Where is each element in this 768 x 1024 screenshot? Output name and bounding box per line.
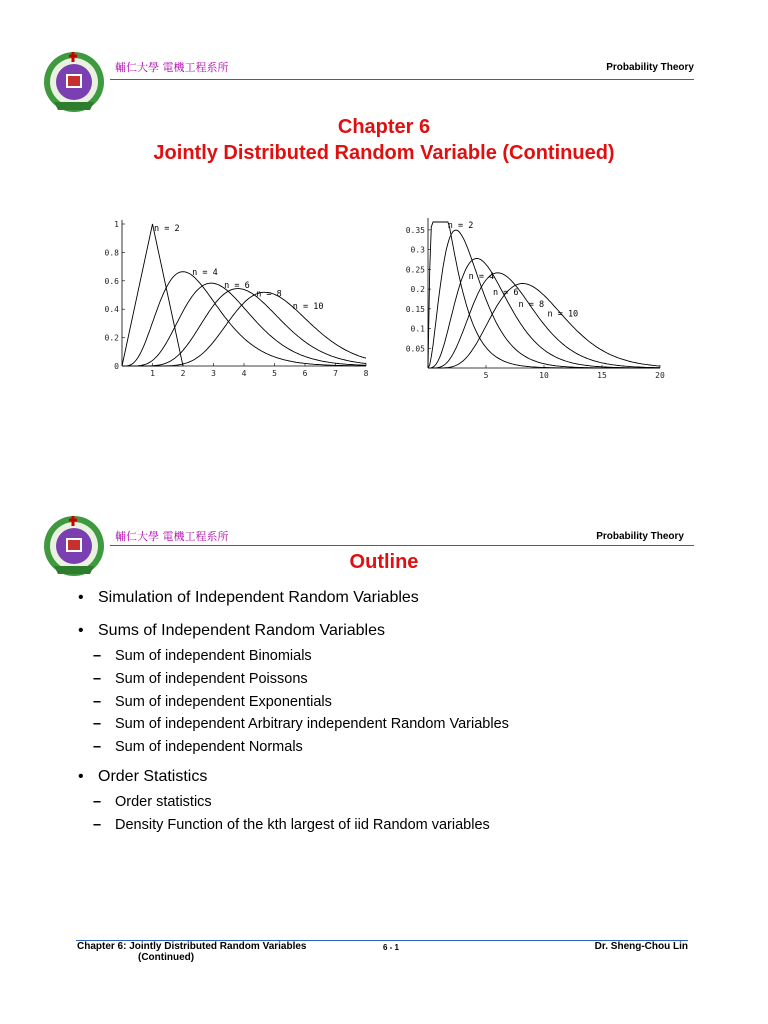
footer-chapter: Chapter 6: Jointly Distributed Random Variables (77, 941, 307, 952)
x-tick-label: 3 (211, 369, 216, 378)
y-tick-label: 0.6 (104, 276, 119, 286)
outline-title: Outline (349, 551, 419, 573)
outline-item (93, 716, 509, 732)
outline-section (78, 589, 419, 607)
y-tick-label: 0.05 (405, 344, 425, 354)
y-tick-label: 0.15 (405, 304, 425, 314)
dash-glyph: – (93, 716, 102, 732)
series-line (122, 280, 366, 366)
x-tick-label: 8 (363, 369, 369, 378)
outline-item (93, 671, 308, 687)
y-tick-label: 0.3 (410, 245, 425, 255)
dash-glyph: – (93, 794, 102, 810)
bullet-glyph: • (78, 622, 84, 639)
gamma-density-chart-left (96, 212, 376, 382)
y-tick-label: 0.2 (410, 285, 425, 295)
y-tick-label: 0.8 (104, 248, 119, 258)
series-label: n = 10 (547, 309, 579, 320)
series-label: n = 4 (192, 268, 218, 279)
bullet-glyph: • (78, 768, 84, 785)
x-tick-label: 5 (483, 371, 489, 380)
course-name-2: Probability Theory (596, 531, 684, 542)
x-tick-label: 15 (597, 371, 607, 380)
outline-item-label: Sum of independent Arbitrary independent Random Variables (115, 716, 509, 732)
dash-glyph: – (93, 671, 102, 687)
footer-author: Dr. Sheng-Chou Lin (594, 941, 688, 952)
outline-item (93, 817, 490, 833)
series-label: n = 8 (518, 299, 545, 310)
bullet-glyph: • (78, 589, 84, 606)
x-tick-label: 20 (655, 371, 665, 380)
x-tick-label: 2 (180, 369, 186, 378)
header-rule-2 (110, 545, 694, 546)
series-line (428, 273, 660, 368)
dash-glyph: – (93, 739, 102, 755)
page-number: 6 - 1 (383, 943, 400, 952)
y-tick-label: 0.4 (104, 305, 119, 315)
outline-item-label: Sum of independent Binomials (115, 648, 312, 664)
series-label: n = 10 (292, 302, 324, 313)
outline-section-label: Sums of Independent Random Variables (98, 622, 385, 639)
x-tick-label: 6 (302, 369, 308, 378)
outline-item-label: Density Function of the kth largest of iid Random variables (115, 817, 490, 833)
outline-item (93, 648, 312, 664)
x-tick-label: 1 (150, 369, 155, 378)
outline-section (78, 768, 207, 786)
series-label: n = 4 (468, 272, 495, 283)
series-label: n = 2 (154, 224, 180, 235)
outline-section-label: Order Statistics (98, 768, 208, 785)
outline-item (93, 794, 212, 810)
department-name-2: 輔仁大學 電機工程系所 (115, 530, 229, 543)
y-tick-label: 0.25 (405, 265, 425, 275)
dash-glyph: – (93, 694, 102, 710)
outline-item-label: Sum of independent Exponentials (115, 694, 332, 710)
gamma-density-chart-right (394, 212, 674, 382)
y-tick-label: 1 (114, 220, 119, 229)
outline-item-label: Sum of independent Poissons (115, 671, 308, 687)
series-line (428, 284, 660, 369)
series-label: n = 6 (492, 288, 519, 298)
x-tick-label: 7 (333, 369, 338, 378)
outline-section-label: Simulation of Independent Random Variables (98, 589, 419, 606)
university-logo (42, 50, 106, 114)
y-tick-label: 0.1 (410, 324, 425, 334)
outline-item-label: Order statistics (115, 794, 212, 810)
footer-chapter-cont: (Continued) (138, 952, 195, 963)
outline-section (78, 622, 385, 640)
course-name: Probability Theory (606, 62, 694, 73)
outline-item-label: Sum of independent Normals (115, 739, 303, 755)
series-label: n = 2 (447, 220, 474, 231)
y-tick-label: 0.35 (405, 225, 425, 235)
series-line (428, 259, 660, 369)
dash-glyph: – (93, 648, 102, 664)
series-line (122, 224, 183, 366)
x-tick-label: 10 (539, 371, 549, 380)
series-label: n = 8 (256, 289, 282, 300)
y-tick-label: 0 (114, 362, 119, 371)
department-name: 輔仁大學 電機工程系所 (115, 61, 229, 74)
header-rule (110, 79, 694, 80)
chapter-title: Chapter 6 (337, 116, 431, 138)
chapter-subtitle: Jointly Distributed Random Variable (Continued) (153, 142, 615, 164)
series-label: n = 6 (224, 280, 250, 291)
x-tick-label: 4 (241, 369, 247, 378)
y-tick-label: 0.2 (104, 333, 119, 343)
dash-glyph: – (93, 817, 102, 833)
outline-item (93, 694, 332, 710)
outline-item (93, 739, 303, 755)
x-tick-label: 5 (272, 369, 277, 378)
